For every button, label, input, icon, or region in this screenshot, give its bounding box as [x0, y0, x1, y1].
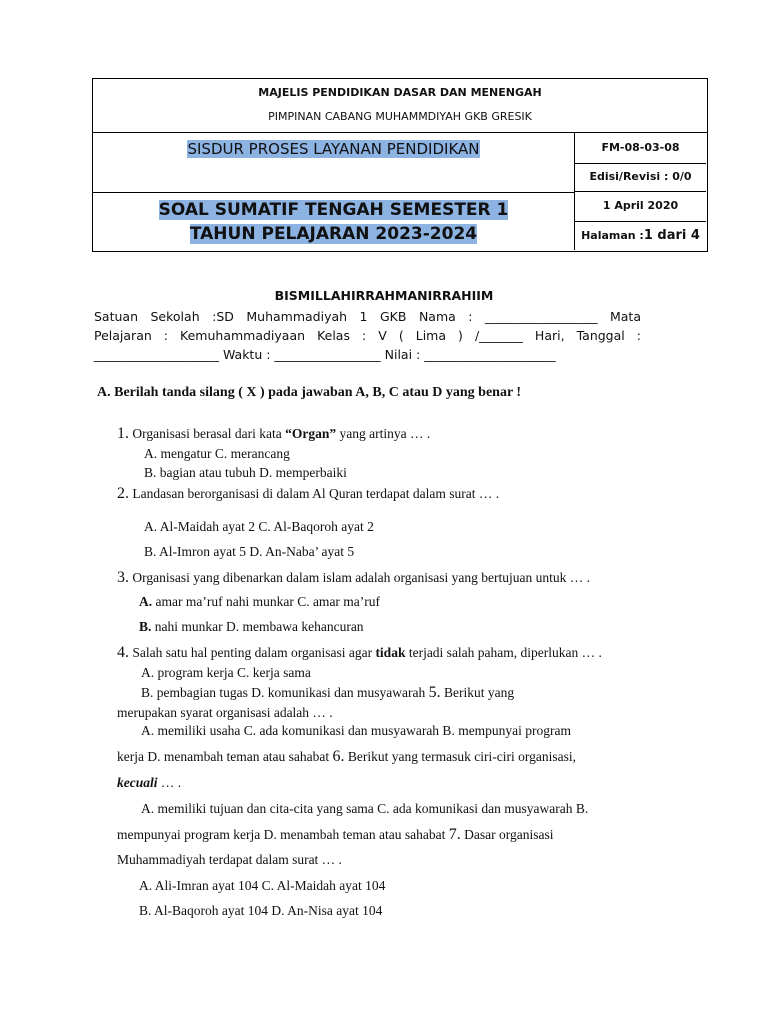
issue-date: 1 April 2020	[602, 199, 679, 212]
q7-option-line-2: B. Al-Baqoroh ayat 104 D. An-Nisa ayat 104	[139, 903, 383, 918]
question-1	[117, 425, 430, 443]
exam-title-line-1: SOAL SUMATIF TENGAH SEMESTER 1	[158, 200, 509, 220]
q1-option-line-2: B. bagian atau tubuh D. memperbaiki	[144, 465, 347, 480]
question-4	[117, 644, 602, 662]
date-cell	[575, 192, 706, 222]
option-letter: B.	[139, 619, 152, 634]
q7-option-line-1: A. Ali-Imran ayat 104 C. Al-Maidah ayat 104	[139, 878, 386, 893]
question-6-text: Berikut yang termasuk ciri-ciri organisasi,	[344, 749, 576, 764]
question-text: Organisasi yang dibenarkan dalam islam adalah organisasi yang bertujuan untuk … .	[129, 570, 591, 585]
edition-cell	[575, 164, 706, 192]
form-code: FM-08-03-08	[601, 141, 680, 154]
question-6-number: 6.	[332, 748, 345, 765]
question-number: 2.	[117, 485, 129, 502]
question-7-number: 7.	[448, 826, 461, 843]
q2-option-line-1: A. Al-Maidah ayat 2 C. Al-Baqoroh ayat 2	[144, 519, 374, 534]
option-text: B. pembagian tugas D. komunikasi dan musyawarah	[141, 685, 429, 700]
page-cell	[575, 222, 706, 250]
q6-option-line-1: A. memiliki tujuan dan cita-cita yang sama C. ada komunikasi dan musyawarah B.	[141, 801, 589, 816]
question-number: 1.	[117, 425, 129, 442]
question-text-end: yang artinya … .	[336, 426, 431, 441]
question-emphasis: tidak	[375, 645, 406, 660]
question-3	[117, 569, 590, 587]
header-divider	[93, 192, 574, 193]
option-text: mempunyai program kerja D. menambah teman atau sahabat	[117, 827, 449, 842]
q6-option-line-2-with-q7	[117, 826, 554, 844]
header-org-row	[93, 79, 707, 133]
option-letter: A.	[139, 594, 153, 609]
question-5-number: 5.	[428, 684, 441, 701]
option-text: kerja D. menambah teman atau sahabat	[117, 749, 333, 764]
q5-option-line-2-with-q6	[117, 748, 576, 766]
q2-option-line-2: B. Al-Imron ayat 5 D. An-Naba’ ayat 5	[144, 544, 355, 559]
q4-option-line-1: A. program kerja C. kerja sama	[141, 665, 311, 680]
question-text: Landasan berorganisasi di dalam Al Quran terdapat dalam surat … .	[129, 486, 500, 501]
q3-option-line-1	[139, 593, 380, 611]
page-value: 1 dari 4	[643, 228, 700, 243]
form-code-cell	[575, 133, 706, 164]
question-text: Salah satu hal penting dalam organisasi agar	[129, 645, 376, 660]
q5-option-line-1: A. memiliki usaha C. ada komunikasi dan musyawarah B. mempunyai program	[141, 723, 572, 738]
edition-label: Edisi/Revisi : 0/0	[589, 170, 692, 183]
student-info-block	[94, 307, 641, 364]
info-line-1: Satuan Sekolah :SD Muhammadiyah 1 GKB Nama : __________________ Mata	[94, 309, 641, 324]
q1-option-line-1: A. mengatur C. merancang	[144, 446, 290, 461]
info-line-3: ____________________ Waktu : _________________ Nilai : _____________________	[94, 347, 556, 362]
instruction: A. Berilah tanda silang ( X ) pada jawaban A, B, C atau D yang benar !	[97, 385, 522, 400]
sisdur-title: SISDUR PROSES LAYANAN PENDIDIKAN	[187, 140, 480, 158]
q4-option-line-2-with-q5	[141, 684, 514, 702]
question-2	[117, 485, 499, 503]
question-text: Organisasi berasal dari kata	[129, 426, 286, 441]
question-number: 4.	[117, 644, 129, 661]
q7-text-line-2: Muhammadiyah terdapat dalam surat … .	[117, 852, 342, 867]
info-line-2: Pelajaran : Kemuhammadiyaan Kelas : V ( Lima ) /_______ Hari, Tanggal :	[94, 328, 641, 343]
exam-title-line-2: TAHUN PELAJARAN 2023-2024	[189, 224, 478, 244]
question-number: 3.	[117, 569, 129, 586]
bismillah-heading: BISMILLAHIRRAHMANIRRAHIIM	[274, 288, 494, 303]
q6-text-line-2	[117, 774, 181, 792]
org-line-1: MAJELIS PENDIDIKAN DASAR DAN MENENGAH	[258, 86, 542, 99]
question-7-text: Dasar organisasi	[460, 827, 554, 842]
header-left-column	[93, 133, 575, 250]
question-5-text: Berikut yang	[440, 685, 515, 700]
q3-option-line-2	[139, 618, 364, 636]
question-emphasis: “Organ”	[285, 426, 337, 441]
question-text-end: terjadi salah paham, diperlukan … .	[405, 645, 602, 660]
page-label: Halaman :	[581, 229, 644, 242]
option-text: nahi munkar D. membawa kehancuran	[151, 619, 364, 634]
org-line-2: PIMPINAN CABANG MUHAMMDIYAH GKB GRESIK	[268, 110, 532, 123]
question-text-end: … .	[157, 775, 182, 790]
option-text: amar ma’ruf nahi munkar C. amar ma’ruf	[152, 594, 381, 609]
q5-text-line-2: merupakan syarat organisasi adalah … .	[117, 705, 333, 720]
question-emphasis: kecuali	[117, 775, 158, 790]
header-table	[92, 78, 708, 252]
